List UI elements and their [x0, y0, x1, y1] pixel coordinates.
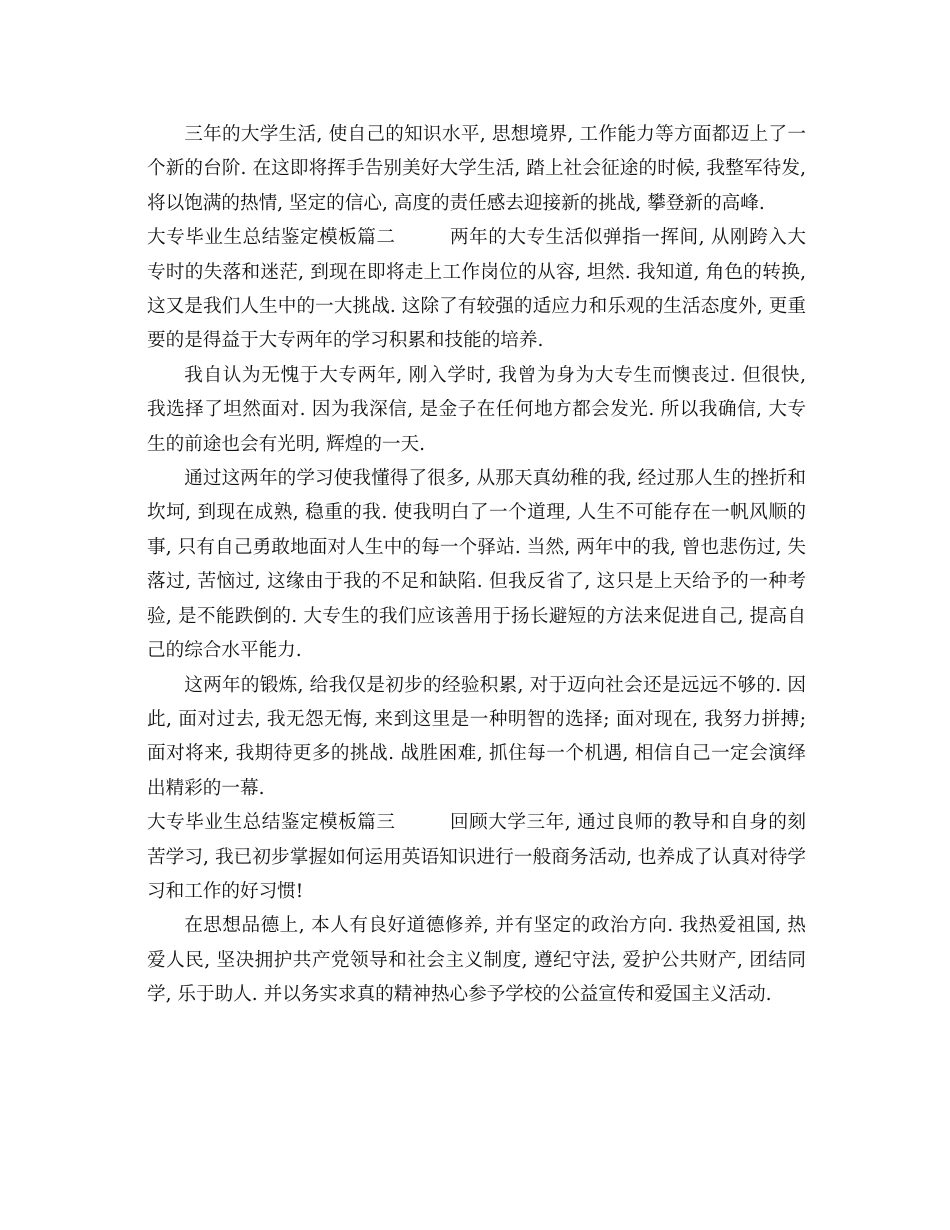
paragraph: 通过这两年的学习使我懂得了很多, 从那天真幼稚的我, 经过那人生的挫折和坎坷, 到现在成熟, 稳重的我. 使我明白了一个道理, 人生不可能存在一帆风顺的事, 只有自己勇敢地面对人生中的每一个驿站. 当然, 两年中的我, 曾也悲伤过, 失落过, 苦恼过, 这缘由于我的不足和缺陷. 但我反省了, 这只是上天给予的一种考验, 是不能跌倒的. 大专生的我们应该善用于扬长避短的方法来促进自己, 提高自己的综合水平能力. [147, 468, 806, 662]
section-paragraph [147, 221, 806, 359]
section-heading: 大专毕业生总结鉴定模板篇三 [147, 812, 396, 834]
section-body-text: 回顾大学三年, 通过良师的教导和自身的刻苦学习, 我已初步掌握如何运用英语知识进行一般商务活动, 也养成了认真对待学习和工作的好习惯! [147, 812, 806, 902]
paragraph: 在思想品德上, 本人有良好道德修养, 并有坚定的政治方向. 我热爱祖国, 热爱人民, 坚决拥护共产党领导和社会主义制度, 遵纪守法, 爱护公共财产, 团结同学, 乐于助人. 并以务实求真的精神热心参予学校的公益宣传和爱国主义活动. [147, 915, 806, 1006]
section-paragraph [147, 806, 806, 909]
paragraph: 我自认为无愧于大专两年, 刚入学时, 我曾为身为大专生而懊丧过. 但很快, 我选择了坦然面对. 因为我深信, 是金子在任何地方都会发光. 所以我确信, 大专生的前途也会有光明, 辉煌的一天. [147, 364, 806, 455]
section-body-text: 两年的大专生活似弹指一挥间, 从刚跨入大专时的失落和迷茫, 到现在即将走上工作岗位的从容, 坦然. 我知道, 角色的转换, 这又是我们人生中的一大挑战. 这除了有较强的适应力和乐观的生活态度外, 更重要的是得益于大专两年的学习积累和技能的培养. [147, 227, 806, 352]
paragraph: 这两年的锻炼, 给我仅是初步的经验积累, 对于迈向社会还是远远不够的. 因此, 面对过去, 我无怨无悔, 来到这里是一种明智的选择; 面对现在, 我努力拼搏; 面对将来, 我期待更多的挑战. 战胜困难, 抓住每一个机遇, 相信自己一定会演绎出精彩的一幕. [147, 674, 806, 799]
document-page [147, 118, 806, 1013]
section-heading: 大专毕业生总结鉴定模板篇二 [147, 227, 396, 249]
paragraph: 三年的大学生活, 使自己的知识水平, 思想境界, 工作能力等方面都迈上了一个新的台阶. 在这即将挥手告别美好大学生活, 踏上社会征途的时候, 我整军待发, 将以饱满的热情, 坚定的信心, 高度的责任感去迎接新的挑战, 攀登新的高峰. [147, 124, 806, 214]
